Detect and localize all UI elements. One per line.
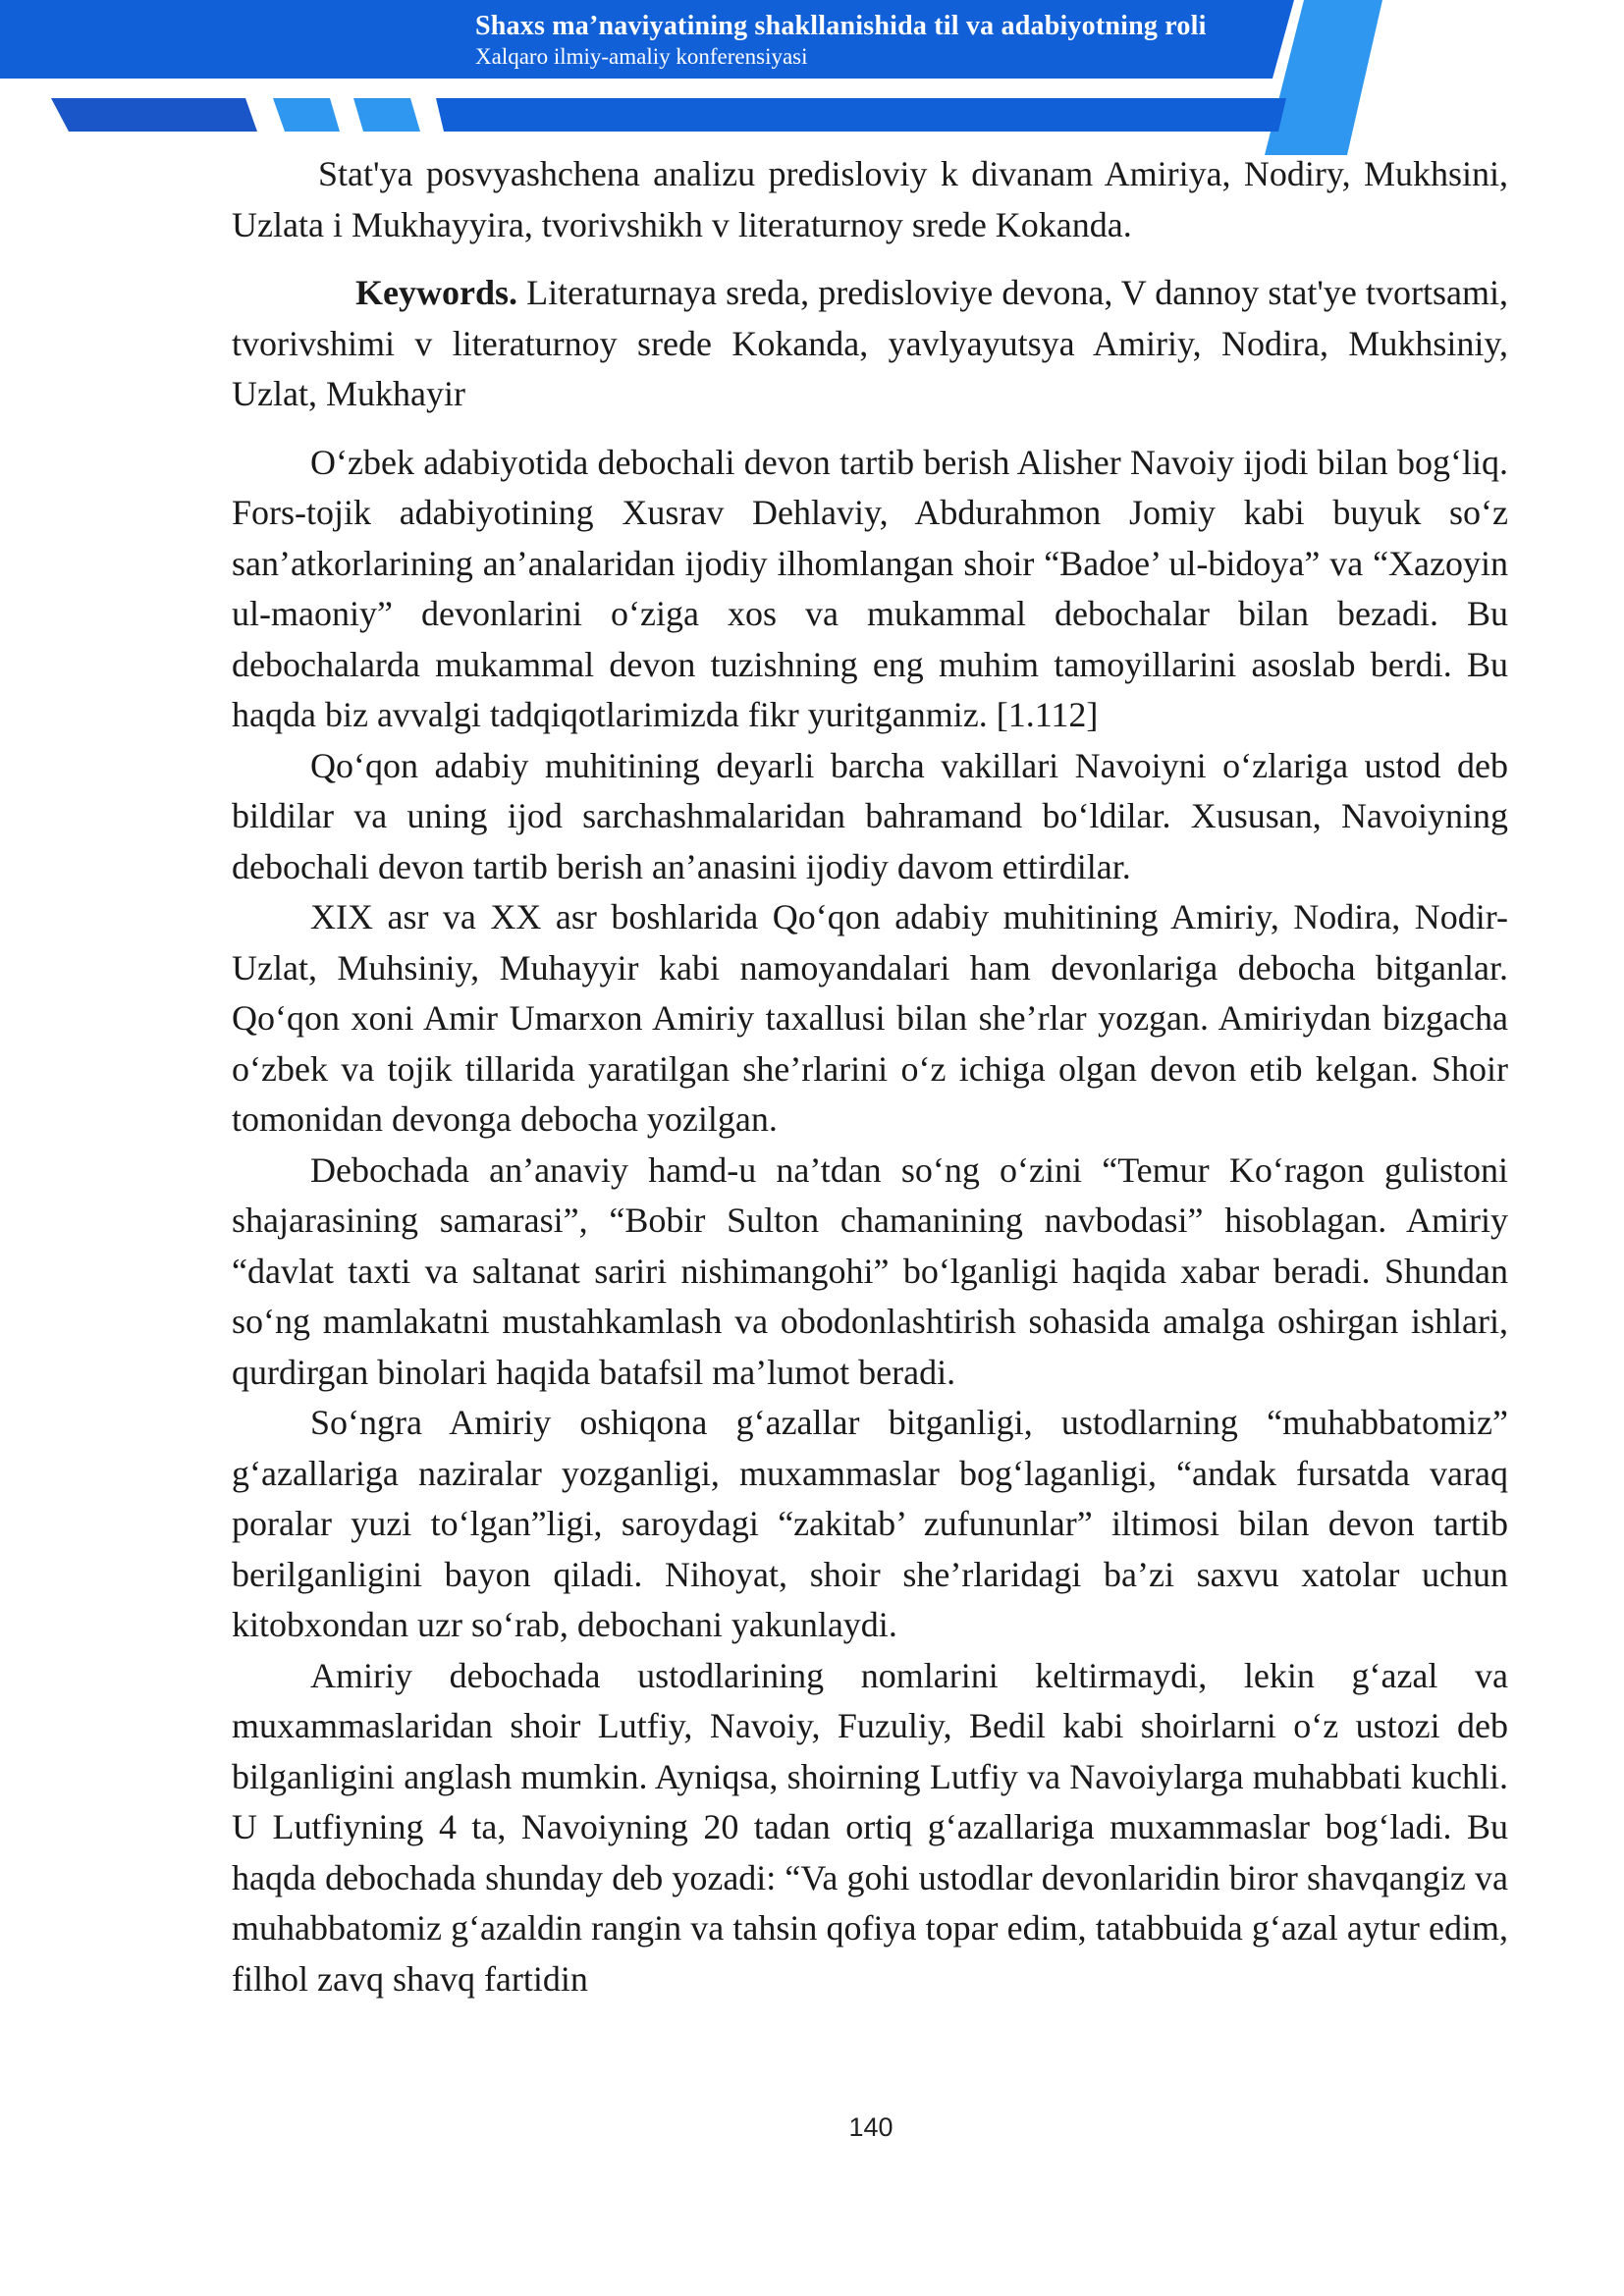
header-text-block — [475, 10, 1207, 71]
conference-subtitle: Xalqaro ilmiy-amaliy konferensiyasi — [475, 44, 808, 69]
keywords-label: Keywords. — [355, 273, 517, 312]
body-paragraph: Amiriy debochada ustodlarining nomlarini keltirmaydi, lekin g‘azal va muxammaslaridan shoir Lutfiy, Navoiy, Fuzuliy, Bedil kabi shoirlarni o‘z ustozi deb bilganligini anglash mumkin. Ayniqsa, shoirning Lutfiy va Navoiylarga muhabbati kuchli. U Lutfiyning 4 ta, Navoiyning 20 tadan ortiq g‘azallariga muxammaslar bog‘ladi. Bu haqda debochada shunday deb yozadi: “Va gohi ustodlar devonlaridin biror shavqangiz va muhabbatomiz g‘azaldin rangin va tahsin qofiya topar edim, tatabbuida g‘azal aytur edim, filhol zavq shavq fartidin — [232, 1655, 1508, 1999]
body-paragraph: So‘ngra Amiriy oshiqona g‘azallar bitganligi, ustodlarning “muhabbatomiz” g‘azallariga naziralar yozganligi, muxammaslar bog‘laganligi, “andak fursatda varaq poralar yuzi to‘lgan”ligi, saroydagi “zakitab’ zufununlar” iltimosi bilan devon tartib berilganligini bayon qiladi. Nihoyat, shoir she’rlaridagi ba’zi saxvu xatolar uchun kitobxondan uzr so‘rab, debochani yakunlaydi. — [232, 1403, 1508, 1644]
body-paragraph: Qo‘qon adabiy muhitining deyarli barcha vakillari Navoiyni o‘zlariga ustod deb bildilar va uning ijod sarchashmalaridan bahramand bo‘ldilar. Xususan, Navoiyning debochali devon tartib berish an’anasini ijodiy davom ettirdilar. — [232, 745, 1508, 886]
abstract-paragraph: Stat'ya posvyashchena analizu predisloviy k divanam Amiriya, Nodiry, Mukhsini, Uzlata i Mukhayyira, tvorivshikh v literaturnoy srede Kokanda. — [232, 154, 1508, 244]
body-paragraph: Debochada an’anaviy hamd-u na’tdan so‘ng o‘zini “Temur Ko‘ragon gulistoni shajarasining samarasi”, “Bobir Sulton chamanining navbodasi” hisoblagan. Amiriy “davlat taxti va saltanat sariri nishimangohi” bo‘lganligi haqida xabar beradi. Shundan so‘ng mamlakatni mustahkamlash va obodonlashtirish sohasida amalga oshirgan ishlari, qurdirgan binolari haqida batafsil ma’lumot beradi. — [232, 1149, 1508, 1392]
page-number: 140 — [848, 2112, 893, 2142]
keywords-paragraph — [232, 268, 1508, 420]
deco-stripe-1 — [51, 98, 257, 132]
body-paragraph: XIX asr va XX asr boshlarida Qo‘qon adabiy muhitining Amiriy, Nodira, Nodir-Uzlat, Muhsiniy, Muhayyir kabi namoyandalari ham devonlariga debocha bitganlar. Qo‘qon xoni Amir Umarxon Amiriy taxallusi bilan she’rlar yozgan. Amiriydan bizgacha o‘zbek va tojik tillarida yaratilgan she’rlarini o‘z ichiga olgan devon etib kelgan. Shoir tomonidan devonga debocha yozilgan. — [232, 897, 1508, 1139]
conference-title: Shaxs ma’naviyatining shakllanishida til va adabiyotning roli — [475, 11, 1207, 41]
deco-accent-slant — [1265, 0, 1382, 155]
article-body — [232, 149, 1508, 2004]
keywords-text: Literaturnaya sreda, predisloviye devona, V dannoy stat'ye tvortsami, tvorivshimi v literaturnoy srede Kokanda, yavlyayutsya Amiriy, Nodira, Mukhsiniy, Uzlat, Mukhayir — [232, 273, 1508, 413]
body-paragraph: O‘zbek adabiyotida debochali devon tartib berish Alisher Navoiy ijodi bilan bog‘liq. Fors-tojik adabiyotining Xusrav Dehlaviy, Abdurahmon Jomiy kabi buyuk so‘z san’atkorlarining an’analaridan ijodiy ilhomlangan shoir “Badoe’ ul-bidoya” va “Xazoyin ul-maoniy” devonlarini o‘ziga xos va mukammal debochalar bilan bezadi. Bu debochalarda mukammal devon tuzishning eng muhim tamoyillarini asoslab berdi. Bu haqda biz avvalgi tadqiqotlarimizda fikr yuritganmiz. [1.112] — [232, 442, 1508, 734]
deco-stripe-2 — [273, 98, 340, 132]
deco-stripe-4 — [436, 98, 1286, 132]
deco-stripe-3 — [353, 98, 420, 132]
